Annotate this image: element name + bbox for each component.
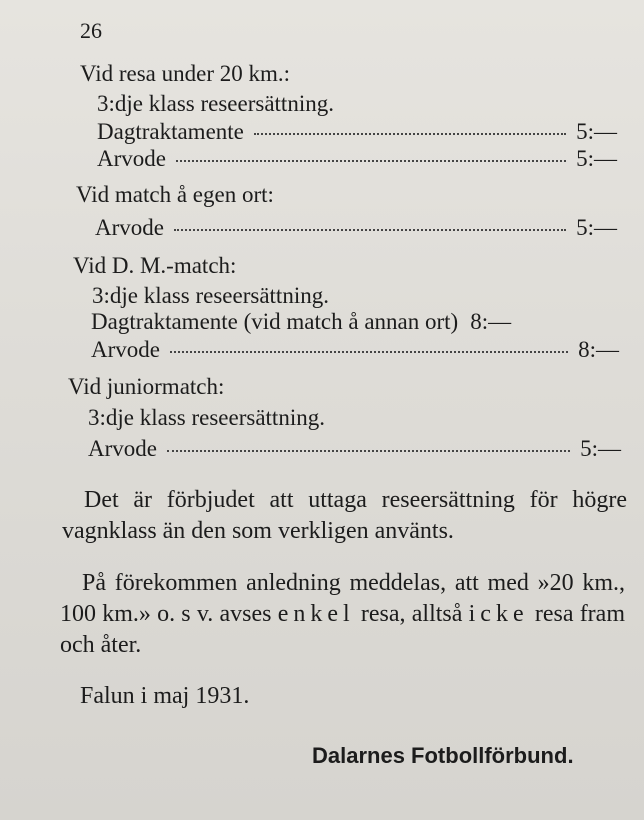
leader-dots [167, 450, 570, 452]
rate-amount: 5:— [576, 215, 617, 240]
rate-label: Dagtraktamente [97, 119, 244, 144]
travel-note: 3:dje klass reseersättning. [92, 283, 329, 308]
section-heading: Vid match å egen ort: [76, 182, 274, 207]
paragraph-text: resa, alltså [354, 601, 469, 627]
rate-row [91, 310, 619, 333]
rate-label: Dagtraktamente (vid match å annan ort) [91, 309, 459, 334]
rate-amount: 8:— [578, 337, 619, 362]
rate-row [95, 216, 617, 239]
paragraph-text: resa fram och åter. [60, 601, 625, 658]
rate-label: Arvode [91, 337, 160, 362]
leader-dots [170, 351, 568, 353]
rate-row [88, 437, 621, 460]
rate-amount: 8:— [470, 309, 512, 334]
rate-label: Arvode [88, 436, 157, 461]
travel-note: 3:dje klass reseersättning. [97, 91, 334, 116]
emphasis-text: icke [468, 601, 529, 627]
rate-row [97, 120, 617, 143]
section-heading: Vid juniormatch: [68, 374, 225, 399]
place-date: Falun i maj 1931. [80, 683, 250, 709]
rate-row [97, 147, 617, 170]
emphasis-text: enkel [277, 601, 355, 627]
rate-label: Arvode [97, 146, 166, 171]
rate-label: Arvode [95, 215, 164, 240]
signature: Dalarnes Fotbollförbund. [312, 743, 574, 768]
paragraph-text: På förekommen anledning meddelas, att med »20 km., 100 km.» o. s v. avses [60, 570, 625, 627]
notice-paragraph [60, 568, 625, 661]
rate-amount: 5:— [576, 119, 617, 144]
leader-dots [176, 160, 566, 162]
section-heading: Vid resa under 20 km.: [80, 61, 291, 86]
travel-note: 3:dje klass reseersättning. [88, 405, 325, 430]
rate-row [91, 338, 619, 361]
leader-dots [174, 229, 566, 231]
rate-amount: 5:— [576, 146, 617, 171]
section-heading: Vid D. M.-match: [73, 253, 237, 278]
page-number: 26 [80, 18, 102, 43]
notice-paragraph: Det är förbjudet att uttaga reseersättning för högre vagnklass än den som verkligen använts. [62, 487, 627, 544]
leader-dots [254, 133, 566, 135]
rate-amount: 5:— [580, 436, 621, 461]
